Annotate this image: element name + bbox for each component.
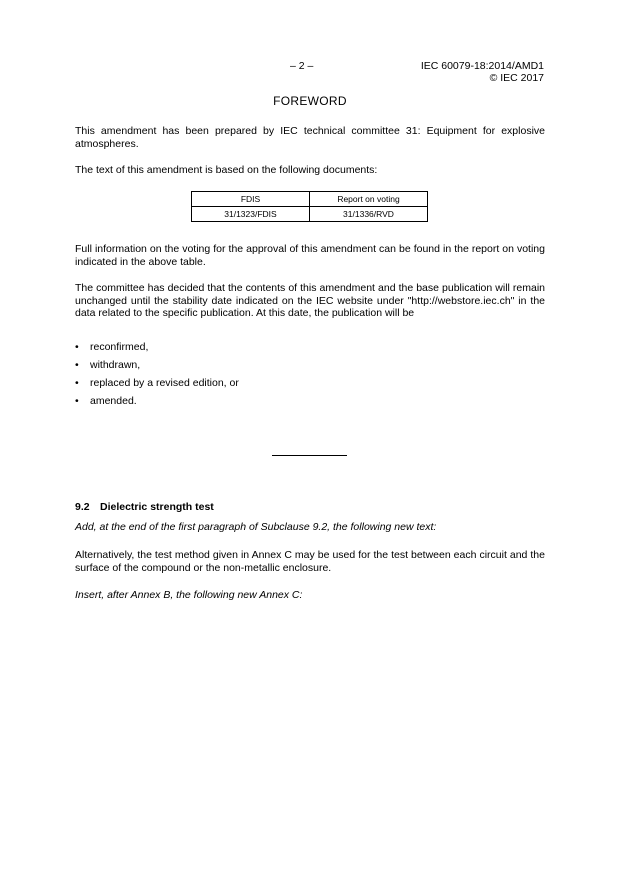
- page-title: FOREWORD: [273, 94, 347, 108]
- list-item: [75, 359, 239, 377]
- list-item-text: replaced by a revised edition, or: [90, 377, 239, 389]
- bullet-icon: •: [75, 341, 79, 353]
- bullet-icon: •: [75, 395, 79, 407]
- paragraph-alternative-method: Alternatively, the test method given in Annex C may be used for the test between each circuit and the surface of the compound or the non-metallic enclosure.: [75, 549, 545, 574]
- table-header-row: [192, 192, 428, 207]
- doc-id-reference: IEC 60079-18:2014/AMD1: [420, 60, 544, 72]
- section-title: Dielectric strength test: [100, 501, 214, 513]
- amendment-instruction: Add, at the end of the first paragraph of Subclause 9.2, the following new text:: [75, 521, 437, 533]
- table-cell: 31/1336/RVD: [310, 207, 428, 222]
- section-divider: [272, 455, 347, 456]
- bullet-icon: •: [75, 377, 79, 389]
- paragraph-stability: The committee has decided that the contents of this amendment and the base publication will remain unchanged until the stability date indicated on the IEC website under "http://webstore.iec.ch" in the data related to the specific publication. At this date, the publication will be: [75, 282, 545, 319]
- paragraph-committee: This amendment has been prepared by IEC technical committee 31: Equipment for explosive atmospheres.: [75, 125, 545, 150]
- table-cell: 31/1323/FDIS: [192, 207, 310, 222]
- list-item: [75, 377, 239, 395]
- paragraph-based-on: The text of this amendment is based on the following documents:: [75, 164, 378, 176]
- insert-annex-instruction: Insert, after Annex B, the following new Annex C:: [75, 589, 303, 601]
- list-item: [75, 341, 239, 359]
- list-item-text: amended.: [90, 395, 137, 407]
- paragraph-voting-info: Full information on the voting for the approval of this amendment can be found in the report on voting indicated in the above table.: [75, 243, 545, 268]
- doc-id-copyright: © IEC 2017: [489, 72, 544, 84]
- document-identifier: [421, 60, 544, 84]
- list-item: [75, 395, 239, 413]
- list-item-text: reconfirmed,: [90, 341, 149, 353]
- bullet-icon: •: [75, 359, 79, 371]
- voting-documents-table: [191, 191, 428, 222]
- section-heading: [75, 501, 214, 513]
- list-item-text: withdrawn,: [90, 359, 141, 371]
- page-number: – 2 –: [290, 60, 314, 72]
- section-number: 9.2: [75, 501, 90, 513]
- table-row: [192, 207, 428, 222]
- outcome-list: [75, 341, 239, 413]
- table-header-cell: FDIS: [192, 192, 310, 207]
- table-header-cell: Report on voting: [310, 192, 428, 207]
